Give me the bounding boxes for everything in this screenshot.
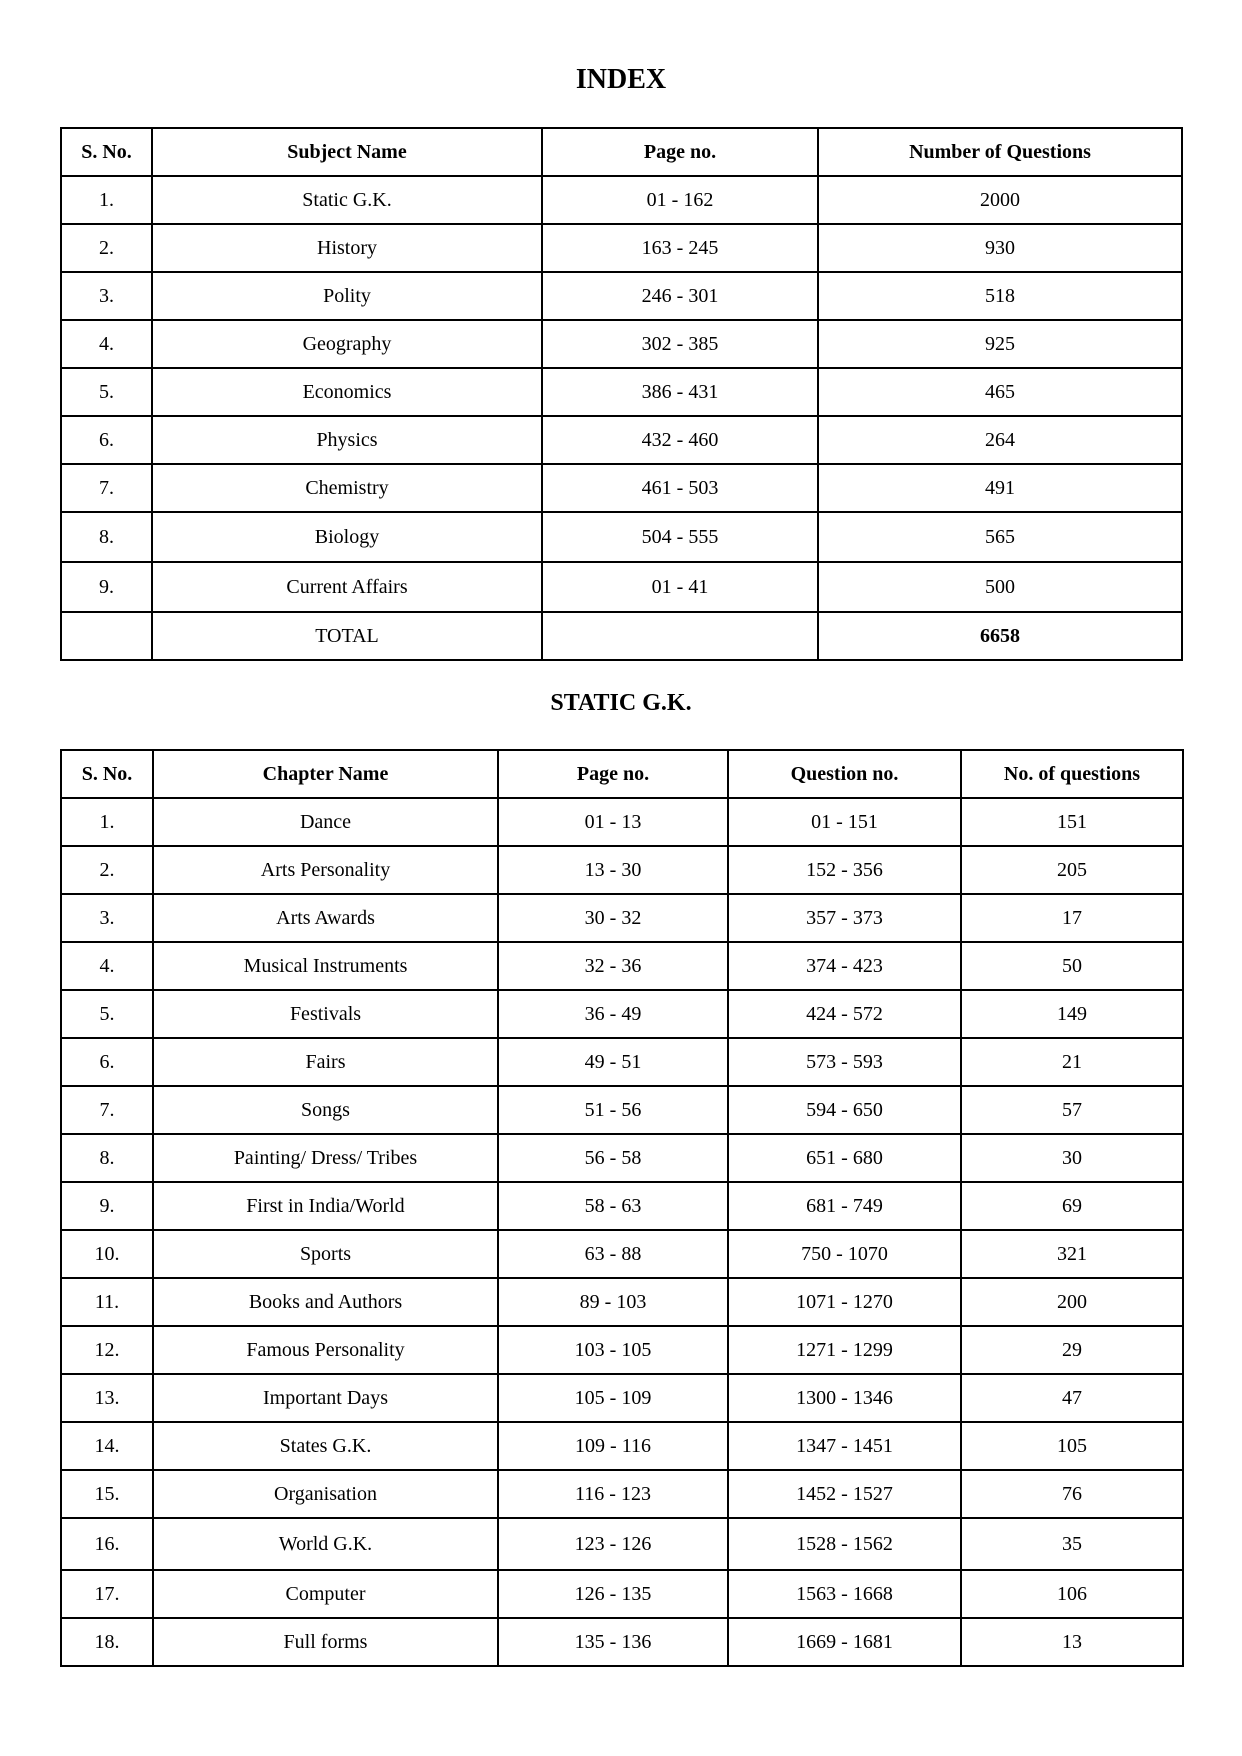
- cell-sno: 5.: [61, 368, 152, 416]
- cell-question-no: 357 - 373: [728, 894, 961, 942]
- cell-chapter-name: Sports: [153, 1230, 498, 1278]
- cell-subject-name: Polity: [152, 272, 542, 320]
- cell-sno: 9.: [61, 1182, 153, 1230]
- cell-page-no: 126 - 135: [498, 1570, 728, 1618]
- cell-no-of-questions: 13: [961, 1618, 1183, 1666]
- total-row: [61, 612, 1182, 660]
- cell-page-no: 89 - 103: [498, 1278, 728, 1326]
- cell-question-no: 1347 - 1451: [728, 1422, 961, 1470]
- cell-question-no: 573 - 593: [728, 1038, 961, 1086]
- cell-sno: [61, 612, 152, 660]
- cell-sno: 7.: [61, 464, 152, 512]
- cell-question-no: 1071 - 1270: [728, 1278, 961, 1326]
- cell-page-no: 103 - 105: [498, 1326, 728, 1374]
- cell-no-of-questions: 35: [961, 1518, 1183, 1570]
- cell-question-no: 594 - 650: [728, 1086, 961, 1134]
- cell-number-of-questions: 491: [818, 464, 1182, 512]
- cell-no-of-questions: 57: [961, 1086, 1183, 1134]
- cell-chapter-name: Songs: [153, 1086, 498, 1134]
- cell-chapter-name: Arts Personality: [153, 846, 498, 894]
- table-row: [61, 1570, 1183, 1618]
- cell-number-of-questions: 2000: [818, 176, 1182, 224]
- table-row: [61, 1422, 1183, 1470]
- cell-no-of-questions: 149: [961, 990, 1183, 1038]
- cell-page-no: 56 - 58: [498, 1134, 728, 1182]
- table-row: [61, 894, 1183, 942]
- cell-no-of-questions: 17: [961, 894, 1183, 942]
- cell-chapter-name: Books and Authors: [153, 1278, 498, 1326]
- table-row: [61, 1470, 1183, 1518]
- cell-sno: 6.: [61, 1038, 153, 1086]
- table-row: [61, 1182, 1183, 1230]
- column-header-page-no: Page no.: [498, 750, 728, 798]
- cell-question-no: 750 - 1070: [728, 1230, 961, 1278]
- cell-sno: 17.: [61, 1570, 153, 1618]
- cell-number-of-questions: 500: [818, 562, 1182, 612]
- column-header-number-of-questions: Number of Questions: [818, 128, 1182, 176]
- cell-chapter-name: World G.K.: [153, 1518, 498, 1570]
- cell-page-no: 63 - 88: [498, 1230, 728, 1278]
- table-row: [61, 320, 1182, 368]
- cell-no-of-questions: 76: [961, 1470, 1183, 1518]
- cell-number-of-questions: 565: [818, 512, 1182, 562]
- cell-page-no: 123 - 126: [498, 1518, 728, 1570]
- cell-sno: 2.: [61, 846, 153, 894]
- table-row: [61, 1618, 1183, 1666]
- cell-chapter-name: Organisation: [153, 1470, 498, 1518]
- cell-sno: 1.: [61, 798, 153, 846]
- cell-page-no: 01 - 41: [542, 562, 818, 612]
- static-gk-table-body: [61, 798, 1183, 1666]
- cell-number-of-questions: 518: [818, 272, 1182, 320]
- cell-chapter-name: Arts Awards: [153, 894, 498, 942]
- index-title: INDEX: [575, 64, 667, 95]
- cell-no-of-questions: 106: [961, 1570, 1183, 1618]
- cell-question-no: 651 - 680: [728, 1134, 961, 1182]
- cell-subject-name: Economics: [152, 368, 542, 416]
- cell-sno: 1.: [61, 176, 152, 224]
- cell-no-of-questions: 69: [961, 1182, 1183, 1230]
- table-row: [61, 1518, 1183, 1570]
- cell-question-no: 681 - 749: [728, 1182, 961, 1230]
- cell-no-of-questions: 151: [961, 798, 1183, 846]
- cell-sno: 7.: [61, 1086, 153, 1134]
- cell-page-no: [542, 612, 818, 660]
- cell-page-no: 36 - 49: [498, 990, 728, 1038]
- cell-page-no: 432 - 460: [542, 416, 818, 464]
- cell-page-no: 461 - 503: [542, 464, 818, 512]
- cell-sno: 8.: [61, 512, 152, 562]
- cell-number-of-questions: 930: [818, 224, 1182, 272]
- table-row: [61, 512, 1182, 562]
- table-row: [61, 1038, 1183, 1086]
- cell-sno: 16.: [61, 1518, 153, 1570]
- cell-page-no: 30 - 32: [498, 894, 728, 942]
- cell-subject-name: Chemistry: [152, 464, 542, 512]
- static-gk-title: STATIC G.K.: [550, 690, 692, 716]
- cell-sno: 12.: [61, 1326, 153, 1374]
- column-header-chapter-name: Chapter Name: [153, 750, 498, 798]
- table-row: [61, 224, 1182, 272]
- cell-page-no: 105 - 109: [498, 1374, 728, 1422]
- cell-page-no: 302 - 385: [542, 320, 818, 368]
- cell-question-no: 01 - 151: [728, 798, 961, 846]
- cell-subject-name: Static G.K.: [152, 176, 542, 224]
- cell-page-no: 32 - 36: [498, 942, 728, 990]
- cell-page-no: 109 - 116: [498, 1422, 728, 1470]
- cell-sno: 10.: [61, 1230, 153, 1278]
- cell-chapter-name: Important Days: [153, 1374, 498, 1422]
- cell-sno: 4.: [61, 320, 152, 368]
- cell-no-of-questions: 29: [961, 1326, 1183, 1374]
- index-table: [60, 127, 1183, 661]
- cell-subject-name: Physics: [152, 416, 542, 464]
- cell-question-no: 152 - 356: [728, 846, 961, 894]
- index-table-body: [61, 176, 1182, 660]
- cell-subject-name: Biology: [152, 512, 542, 562]
- table-row: [61, 562, 1182, 612]
- cell-page-no: 51 - 56: [498, 1086, 728, 1134]
- column-header-subject-name: Subject Name: [152, 128, 542, 176]
- cell-question-no: 1563 - 1668: [728, 1570, 961, 1618]
- cell-page-no: 504 - 555: [542, 512, 818, 562]
- cell-subject-name: Geography: [152, 320, 542, 368]
- cell-sno: 8.: [61, 1134, 153, 1182]
- cell-no-of-questions: 105: [961, 1422, 1183, 1470]
- index-header-row: [61, 128, 1182, 176]
- cell-chapter-name: Famous Personality: [153, 1326, 498, 1374]
- cell-question-no: 374 - 423: [728, 942, 961, 990]
- cell-chapter-name: Computer: [153, 1570, 498, 1618]
- table-row: [61, 1374, 1183, 1422]
- cell-number-of-questions: 264: [818, 416, 1182, 464]
- table-row: [61, 942, 1183, 990]
- column-header-sno: S. No.: [61, 750, 153, 798]
- cell-page-no: 135 - 136: [498, 1618, 728, 1666]
- table-row: [61, 1278, 1183, 1326]
- cell-question-no: 1271 - 1299: [728, 1326, 961, 1374]
- cell-no-of-questions: 205: [961, 846, 1183, 894]
- cell-chapter-name: First in India/World: [153, 1182, 498, 1230]
- cell-chapter-name: Musical Instruments: [153, 942, 498, 990]
- column-header-page-no: Page no.: [542, 128, 818, 176]
- table-row: [61, 464, 1182, 512]
- cell-no-of-questions: 50: [961, 942, 1183, 990]
- table-row: [61, 416, 1182, 464]
- cell-page-no: 01 - 162: [542, 176, 818, 224]
- total-value: 6658: [818, 612, 1182, 660]
- table-row: [61, 990, 1183, 1038]
- table-row: [61, 798, 1183, 846]
- cell-page-no: 116 - 123: [498, 1470, 728, 1518]
- cell-chapter-name: Painting/ Dress/ Tribes: [153, 1134, 498, 1182]
- cell-no-of-questions: 321: [961, 1230, 1183, 1278]
- cell-sno: 9.: [61, 562, 152, 612]
- cell-question-no: 424 - 572: [728, 990, 961, 1038]
- cell-chapter-name: States G.K.: [153, 1422, 498, 1470]
- cell-chapter-name: Festivals: [153, 990, 498, 1038]
- cell-sno: 3.: [61, 894, 153, 942]
- cell-no-of-questions: 30: [961, 1134, 1183, 1182]
- cell-sno: 2.: [61, 224, 152, 272]
- table-row: [61, 846, 1183, 894]
- cell-sno: 13.: [61, 1374, 153, 1422]
- cell-question-no: 1528 - 1562: [728, 1518, 961, 1570]
- cell-sno: 3.: [61, 272, 152, 320]
- cell-page-no: 58 - 63: [498, 1182, 728, 1230]
- cell-page-no: 49 - 51: [498, 1038, 728, 1086]
- cell-number-of-questions: 925: [818, 320, 1182, 368]
- cell-page-no: 386 - 431: [542, 368, 818, 416]
- cell-chapter-name: Full forms: [153, 1618, 498, 1666]
- cell-no-of-questions: 47: [961, 1374, 1183, 1422]
- table-row: [61, 1230, 1183, 1278]
- cell-sno: 4.: [61, 942, 153, 990]
- cell-no-of-questions: 200: [961, 1278, 1183, 1326]
- table-row: [61, 368, 1182, 416]
- static-gk-header-row: [61, 750, 1183, 798]
- table-row: [61, 1086, 1183, 1134]
- cell-sno: 6.: [61, 416, 152, 464]
- cell-sno: 11.: [61, 1278, 153, 1326]
- cell-question-no: 1669 - 1681: [728, 1618, 961, 1666]
- cell-sno: 5.: [61, 990, 153, 1038]
- cell-subject-name: Current Affairs: [152, 562, 542, 612]
- cell-page-no: 13 - 30: [498, 846, 728, 894]
- cell-chapter-name: Fairs: [153, 1038, 498, 1086]
- cell-sno: 15.: [61, 1470, 153, 1518]
- cell-number-of-questions: 465: [818, 368, 1182, 416]
- cell-page-no: 01 - 13: [498, 798, 728, 846]
- cell-sno: 14.: [61, 1422, 153, 1470]
- table-row: [61, 272, 1182, 320]
- column-header-sno: S. No.: [61, 128, 152, 176]
- cell-page-no: 163 - 245: [542, 224, 818, 272]
- cell-no-of-questions: 21: [961, 1038, 1183, 1086]
- cell-chapter-name: Dance: [153, 798, 498, 846]
- column-header-question-no: Question no.: [728, 750, 961, 798]
- table-row: [61, 1326, 1183, 1374]
- table-row: [61, 1134, 1183, 1182]
- cell-subject-name: History: [152, 224, 542, 272]
- cell-question-no: 1300 - 1346: [728, 1374, 961, 1422]
- cell-sno: 18.: [61, 1618, 153, 1666]
- cell-question-no: 1452 - 1527: [728, 1470, 961, 1518]
- cell-page-no: 246 - 301: [542, 272, 818, 320]
- total-label: TOTAL: [152, 612, 542, 660]
- static-gk-table: [60, 749, 1184, 1667]
- column-header-no-of-questions: No. of questions: [961, 750, 1183, 798]
- table-row: [61, 176, 1182, 224]
